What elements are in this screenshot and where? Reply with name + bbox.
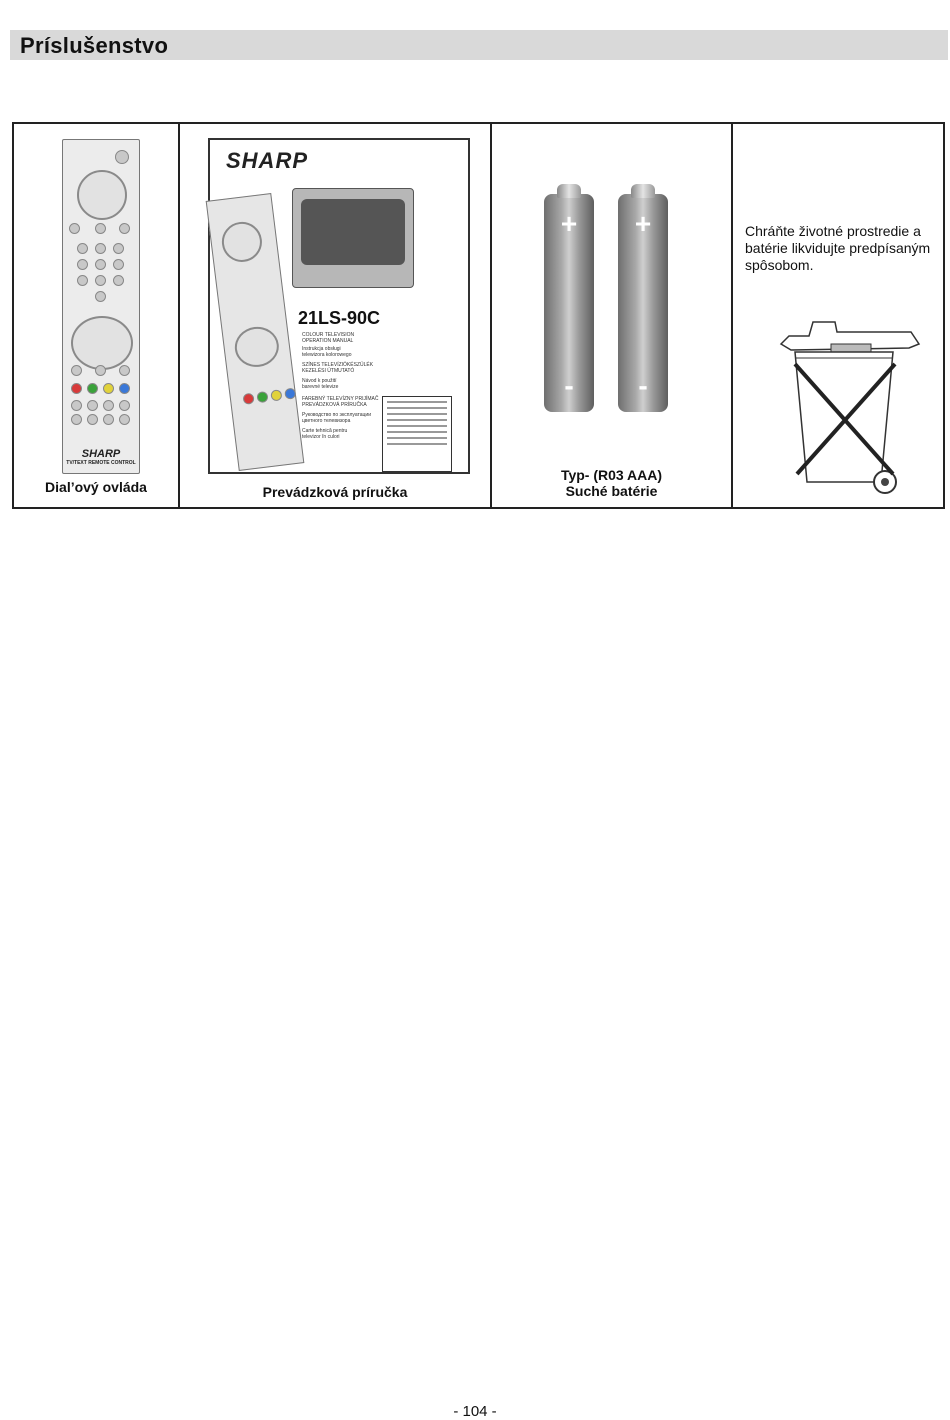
blue-key-icon <box>284 388 296 400</box>
cell-manual <box>180 124 492 507</box>
cell-environment <box>733 124 945 507</box>
cover-remote-icon <box>206 193 305 471</box>
remote-caption: Dial’ový ovláda <box>45 479 147 495</box>
manual-line: Instrukcja obsługi <box>302 346 341 352</box>
remote-key <box>95 223 106 234</box>
remote-key <box>119 365 130 376</box>
page-title: Príslušenstvo <box>20 33 169 58</box>
accessories-table <box>12 122 945 509</box>
battery-minus-sign: - <box>638 370 648 401</box>
battery-cap-icon <box>557 184 581 198</box>
header-bar <box>10 30 948 60</box>
battery-kind-caption: Suché batérie <box>565 483 658 499</box>
remote-key <box>69 223 80 234</box>
number-key <box>95 259 106 270</box>
number-key <box>113 243 124 254</box>
tv-set-icon <box>292 188 414 288</box>
cell-remote <box>14 124 180 507</box>
remote-key <box>95 365 106 376</box>
battery-icon <box>618 194 668 412</box>
manual-caption: Prevádzková príručka <box>262 484 408 500</box>
battery-icon <box>544 194 594 412</box>
yellow-key-icon <box>103 383 114 394</box>
crossed-out-bin-icon <box>773 314 923 494</box>
yellow-key-icon <box>270 389 282 401</box>
text-key <box>71 400 82 411</box>
manual-line: SZÍNES TELEVÍZIÓKÉSZÜLÉK <box>302 362 374 368</box>
tv-screen-icon <box>301 199 405 265</box>
manual-line: COLOUR TELEVISION <box>302 332 355 338</box>
red-key-icon <box>71 383 82 394</box>
manual-cover-image <box>208 138 470 474</box>
warning-box <box>382 396 452 472</box>
text-key <box>103 400 114 411</box>
battery-minus-sign: - <box>564 370 574 401</box>
remote-model-label: TV/TEXT REMOTE CONTROL <box>66 460 136 466</box>
remote-key <box>71 365 82 376</box>
manual-line: KEZELÉSI ÚTMUTATÓ <box>302 368 355 374</box>
disposal-notice: Chráňte životné prostredie a batérie likvidujte predpísaným spôsobom. <box>745 223 931 273</box>
manual-line: Carte tehnică pentru <box>302 428 348 434</box>
cover-remote-ring-icon <box>233 324 282 369</box>
manual-brand-logo: SHARP <box>226 148 309 173</box>
manual-line: FAREBNÝ TELEVÍZNY PRIJÍMAČ <box>302 396 379 402</box>
remote-control-image <box>62 139 140 474</box>
cover-remote-ring-icon <box>220 220 265 265</box>
number-key <box>113 275 124 286</box>
text-key <box>87 414 98 425</box>
battery-cap-icon <box>631 184 655 198</box>
number-key <box>95 243 106 254</box>
number-key <box>77 275 88 286</box>
green-key-icon <box>256 391 268 403</box>
cell-batteries <box>492 124 733 507</box>
manual-line: Руководство по эксплуатации <box>302 412 371 418</box>
manual-line: PREVÁDZKOVÁ PRÍRUČKA <box>302 402 367 408</box>
text-key <box>103 414 114 425</box>
red-key-icon <box>242 393 254 405</box>
number-key <box>77 243 88 254</box>
page-number: - 104 - <box>453 1403 497 1420</box>
remote-key <box>119 223 130 234</box>
volume-program-ring-icon <box>71 316 133 370</box>
number-key <box>77 259 88 270</box>
navigation-ring-icon <box>77 170 127 220</box>
text-key <box>119 400 130 411</box>
power-button-icon <box>115 150 129 164</box>
text-key <box>119 414 130 425</box>
number-key <box>113 259 124 270</box>
text-key <box>87 400 98 411</box>
text-key <box>71 414 82 425</box>
manual-model-number: 21LS-90C <box>298 308 381 328</box>
green-key-icon <box>87 383 98 394</box>
manual-line: цветного телевизора <box>302 418 351 424</box>
remote-brand-logo: SHARP <box>81 448 121 460</box>
manual-line: barevné televize <box>302 384 339 390</box>
battery-plus-sign: + <box>560 208 578 239</box>
battery-plus-sign: + <box>634 208 652 239</box>
number-key <box>95 275 106 286</box>
manual-line: televizor în culori <box>302 434 340 440</box>
battery-type-caption: Typ- (R03 AAA) <box>560 467 663 483</box>
manual-line: Návod k použití <box>302 378 337 384</box>
manual-line: telewizora kolorowego <box>302 352 352 358</box>
manual-line: OPERATION MANUAL <box>302 338 354 344</box>
blue-key-icon <box>119 383 130 394</box>
number-key <box>95 291 106 302</box>
